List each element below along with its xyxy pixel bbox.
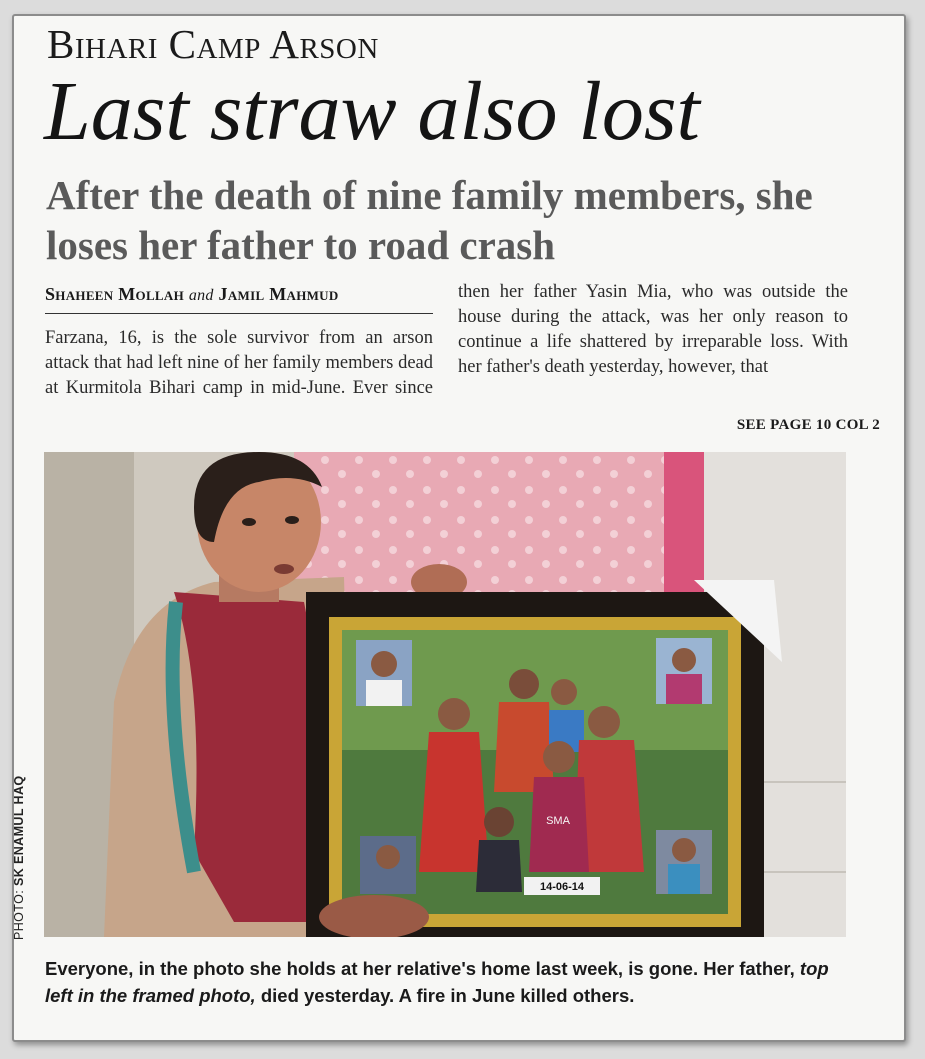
byline-connector: and	[188, 287, 214, 304]
photo-credit	[12, 776, 26, 941]
frame-date-stamp: 14-06-14	[539, 881, 585, 893]
byline	[45, 284, 433, 314]
body-column-1: Farzana, 16, is the sole survivor from an arson attack that had left nine of her family members dead at Kurmitola Bihari camp in mid-June. Ever since	[45, 328, 433, 398]
kicker: Bihari Camp Arson	[47, 21, 379, 67]
byline-author-2: Jamil Mahmud	[218, 284, 339, 304]
photo-credit-name: SK ENAMUL HAQ	[12, 775, 26, 887]
caption-italic: top left in the framed photo,	[45, 958, 829, 1006]
deck: After the death of nine family members, she loses her father to road crash	[46, 172, 813, 268]
pink-curtain	[294, 452, 694, 612]
caption-part-1: Everyone, in the photo she holds at her relative's home last week, is gone. Her father,	[45, 958, 795, 979]
photo-illustration	[44, 452, 846, 937]
caption-part-2: died yesterday. A fire in June killed others.	[260, 985, 635, 1006]
see-page-jump: SEE PAGE 10 COL 2	[736, 417, 880, 433]
photo-credit-label: PHOTO:	[12, 889, 26, 940]
headline: Last straw also lost	[44, 65, 700, 158]
body-column-2: then her father Yasin Mia, who was outside the house during the attack, was her only reason to continue a life shattered by irreparable loss. With her father's death yesterday, however, that	[458, 282, 848, 377]
byline-author-1: Shaheen Mollah	[45, 284, 184, 304]
shirt-text: SMA	[546, 815, 570, 827]
photo-caption	[45, 955, 855, 1009]
news-photo	[44, 452, 846, 937]
